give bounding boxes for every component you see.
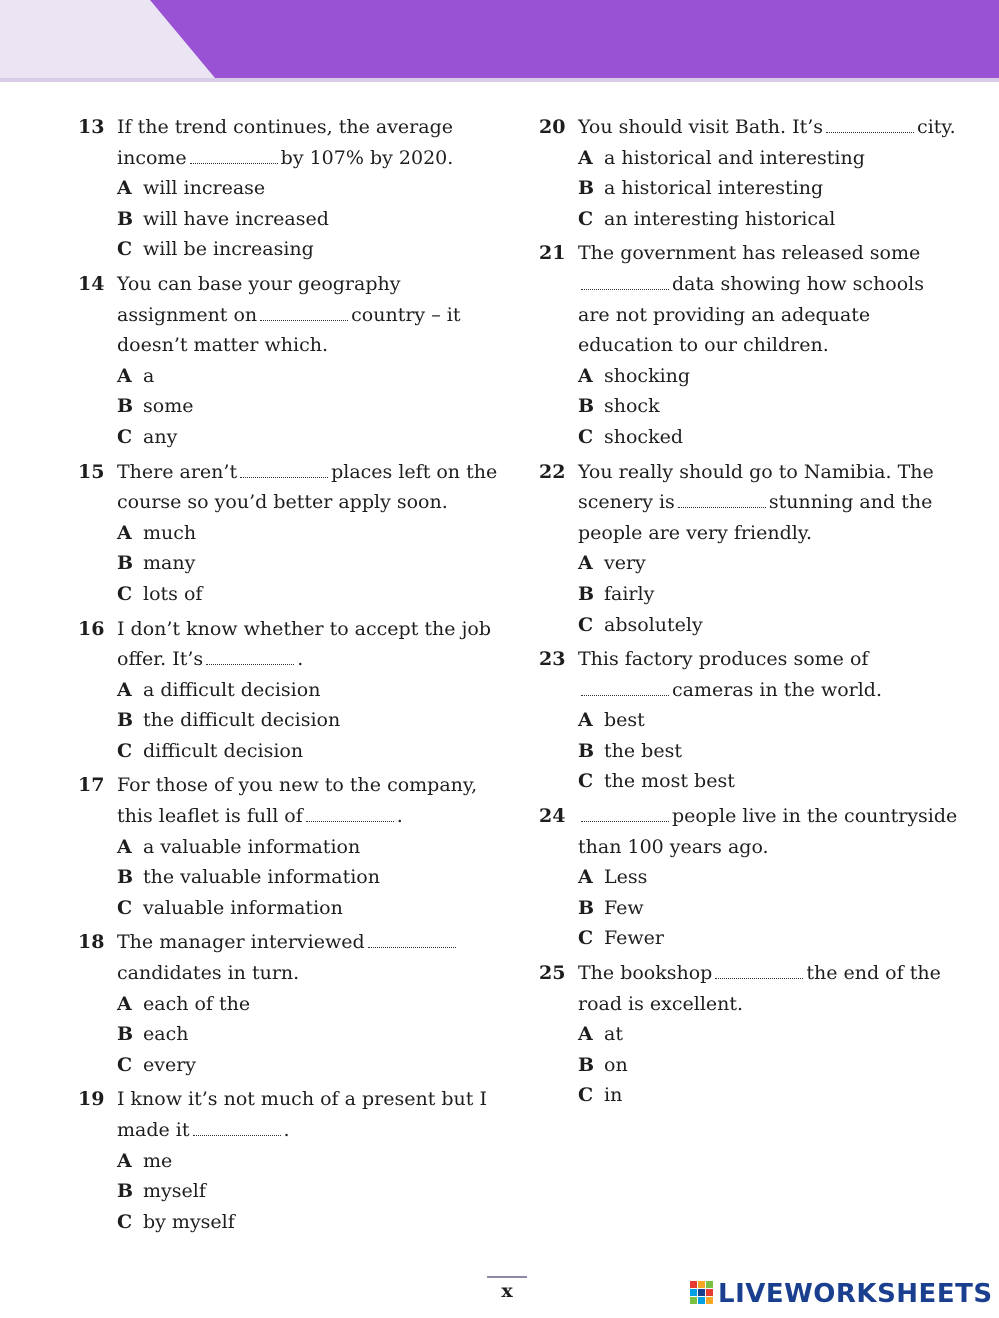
option-text: at: [604, 1023, 623, 1046]
stem-text-before: I know it’s not much of a present but I made it: [117, 1088, 487, 1141]
option-b[interactable]: [578, 579, 959, 610]
stem-text-after: city.: [917, 116, 956, 138]
answer-options: [578, 705, 959, 797]
option-a[interactable]: [117, 173, 498, 204]
stem-text-after: .: [297, 648, 304, 671]
answer-options: [117, 361, 498, 453]
option-letter: A: [578, 866, 593, 889]
stem-text-after: .: [396, 805, 403, 828]
option-a[interactable]: [578, 1019, 959, 1050]
question-stem: [117, 770, 498, 831]
option-letter: B: [117, 1023, 134, 1046]
brand-name: LIVEWORKSHEETS: [718, 1279, 993, 1309]
right-question-column: [539, 112, 959, 1115]
option-text: a difficult decision: [143, 678, 321, 701]
option-letter: A: [117, 521, 132, 544]
question-15: [78, 457, 498, 610]
option-text: much: [143, 521, 197, 544]
answer-blank[interactable]: [193, 1135, 281, 1136]
option-a[interactable]: [117, 989, 498, 1020]
answer-blank[interactable]: [260, 320, 348, 321]
option-text: Few: [604, 896, 644, 919]
answer-blank[interactable]: [715, 978, 803, 979]
question-stem: [578, 238, 959, 360]
stem-text-before: You should visit Bath. It’s: [578, 116, 824, 138]
option-text: a historical interesting: [604, 177, 824, 200]
option-b[interactable]: [578, 893, 959, 924]
stem-text-after: stunning and the people are very friendly.: [578, 491, 933, 544]
option-letter: C: [117, 1053, 133, 1076]
option-text: absolutely: [604, 613, 703, 636]
question-number: 24: [539, 805, 566, 828]
answer-options: [117, 832, 498, 924]
option-text: will have increased: [143, 207, 329, 230]
option-text: in: [604, 1084, 623, 1107]
option-b[interactable]: [117, 391, 498, 422]
answer-blank[interactable]: [581, 821, 669, 822]
option-letter: A: [578, 1023, 593, 1046]
question-stem: [117, 1084, 498, 1145]
question-stem: [578, 644, 959, 705]
option-text: Less: [604, 866, 648, 889]
option-text: Fewer: [604, 927, 664, 950]
stem-text-before: You really should go to Namibia. The scenery is: [578, 460, 934, 514]
answer-options: [117, 518, 498, 610]
question-number: 17: [78, 774, 105, 797]
option-c[interactable]: [578, 923, 959, 954]
option-text: shocked: [604, 425, 683, 448]
header-banner: [0, 0, 999, 90]
option-b[interactable]: [117, 1019, 498, 1050]
question-number: 13: [78, 116, 105, 138]
stem-text-before: This factory produces some of: [578, 648, 869, 671]
question-stem: [578, 958, 959, 1019]
option-c[interactable]: [578, 422, 959, 453]
answer-blank[interactable]: [581, 289, 669, 290]
question-19: [78, 1084, 498, 1237]
option-letter: C: [117, 582, 133, 605]
brand-watermark: [690, 1279, 993, 1309]
option-text: the valuable information: [143, 866, 380, 889]
option-letter: C: [117, 739, 133, 762]
stem-text-after: .: [283, 1119, 290, 1141]
option-text: some: [143, 395, 194, 418]
answer-options: [117, 675, 498, 767]
option-b[interactable]: [117, 204, 498, 235]
option-text: each of the: [143, 992, 251, 1015]
option-a[interactable]: [117, 1146, 498, 1177]
stem-text-after: candidates in turn.: [117, 962, 300, 985]
option-text: me: [143, 1149, 173, 1172]
answer-options: [578, 1019, 959, 1111]
liveworksheets-logo-icon: [690, 1281, 714, 1307]
option-letter: A: [578, 709, 593, 732]
answer-blank[interactable]: [678, 507, 766, 508]
answer-blank[interactable]: [581, 695, 669, 696]
question-17: [78, 770, 498, 923]
question-number: 22: [539, 460, 566, 483]
option-text: very: [604, 552, 646, 575]
stem-text-after: by 107% by 2020.: [280, 146, 454, 169]
question-stem: [578, 112, 959, 143]
question-number: 23: [539, 648, 566, 671]
stem-text-before: I don’t know whether to accept the job offer. It’s: [117, 617, 492, 671]
option-letter: B: [117, 207, 134, 230]
option-letter: C: [117, 238, 133, 261]
question-20: [539, 112, 959, 234]
option-a[interactable]: [578, 361, 959, 392]
option-c[interactable]: [117, 736, 498, 767]
option-text: will increase: [143, 177, 266, 200]
option-letter: A: [117, 1149, 132, 1172]
question-stem: [578, 801, 959, 862]
question-number: 15: [78, 460, 105, 483]
question-stem: [117, 457, 498, 518]
stem-text-after: people live in the countryside than 100 years ago.: [578, 805, 958, 858]
option-text: fairly: [604, 582, 655, 605]
option-text: myself: [143, 1180, 206, 1203]
option-letter: A: [578, 146, 593, 169]
question-stem: [117, 112, 498, 173]
option-text: an interesting historical: [604, 207, 836, 230]
stem-text-after: the end of the road is excellent.: [578, 962, 941, 1015]
banner-graphic: [0, 0, 999, 90]
option-text: on: [604, 1053, 628, 1076]
option-c[interactable]: [117, 579, 498, 610]
stem-text-after: country – it doesn’t matter which.: [117, 303, 461, 357]
option-letter: C: [117, 1210, 133, 1233]
option-text: each: [143, 1023, 189, 1046]
option-b[interactable]: [117, 705, 498, 736]
question-14: [78, 269, 498, 453]
option-text: a historical and interesting: [604, 146, 865, 169]
option-letter: C: [117, 896, 133, 919]
option-b[interactable]: [578, 736, 959, 767]
stem-text-before: The bookshop: [578, 962, 713, 985]
answer-options: [578, 548, 959, 640]
option-b[interactable]: [578, 1050, 959, 1081]
option-a[interactable]: [117, 518, 498, 549]
option-a[interactable]: [578, 143, 959, 174]
option-text: a: [143, 364, 155, 387]
answer-blank[interactable]: [206, 664, 294, 665]
question-23: [539, 644, 959, 797]
question-13: [78, 112, 498, 265]
question-number: 16: [78, 617, 105, 640]
option-a[interactable]: [117, 675, 498, 706]
option-text: valuable information: [143, 896, 343, 919]
option-text: shocking: [604, 364, 691, 387]
option-text: a valuable information: [143, 835, 361, 858]
option-text: every: [143, 1053, 197, 1076]
option-text: best: [604, 709, 645, 732]
answer-blank[interactable]: [368, 947, 456, 948]
option-c[interactable]: [117, 422, 498, 453]
stem-text-before: There aren’t: [117, 460, 238, 483]
option-letter: B: [117, 866, 134, 889]
stem-text-before: The manager interviewed: [117, 931, 365, 954]
option-letter: B: [117, 552, 134, 575]
option-letter: C: [578, 1084, 594, 1107]
answer-options: [578, 361, 959, 453]
option-text: will be increasing: [143, 238, 314, 261]
option-b[interactable]: [578, 173, 959, 204]
option-text: the best: [604, 739, 682, 762]
question-number: 18: [78, 931, 105, 954]
option-a[interactable]: [117, 832, 498, 863]
stem-text-after: places left on the course so you’d better apply soon.: [117, 460, 498, 514]
question-number: 20: [539, 116, 566, 138]
option-c[interactable]: [578, 1080, 959, 1111]
option-text: by myself: [143, 1210, 235, 1233]
option-c[interactable]: [578, 204, 959, 235]
option-a[interactable]: [578, 548, 959, 579]
stem-text-before: You can base your geography assignment on: [117, 272, 401, 326]
option-letter: B: [578, 896, 595, 919]
answer-blank[interactable]: [240, 477, 328, 478]
option-c[interactable]: [117, 893, 498, 924]
question-number: 19: [78, 1088, 105, 1111]
answer-options: [117, 1146, 498, 1238]
option-letter: B: [117, 1180, 134, 1203]
option-letter: C: [578, 613, 594, 636]
option-letter: B: [117, 395, 134, 418]
question-18: [78, 927, 498, 1080]
question-16: [78, 614, 498, 767]
option-b[interactable]: [578, 391, 959, 422]
question-stem: [117, 927, 498, 988]
option-text: lots of: [143, 582, 203, 605]
answer-options: [117, 173, 498, 265]
stem-text-before: The government has released some: [578, 242, 921, 265]
question-stem: [117, 269, 498, 361]
stem-text-before: If the trend continues, the average income: [117, 116, 453, 169]
option-text: the most best: [604, 770, 735, 793]
answer-blank[interactable]: [826, 132, 914, 133]
option-letter: C: [578, 207, 594, 230]
option-letter: B: [578, 177, 595, 200]
option-letter: A: [117, 678, 132, 701]
question-24: [539, 801, 959, 954]
option-b[interactable]: [117, 862, 498, 893]
option-letter: C: [578, 927, 594, 950]
option-letter: A: [117, 835, 132, 858]
question-22: [539, 457, 959, 641]
option-text: any: [143, 425, 178, 448]
option-letter: B: [578, 1053, 595, 1076]
option-letter: A: [578, 364, 593, 387]
option-letter: B: [578, 739, 595, 762]
stem-text-after: cameras in the world.: [672, 678, 883, 701]
option-text: difficult decision: [143, 739, 304, 762]
answer-blank[interactable]: [190, 163, 278, 164]
option-b[interactable]: [117, 548, 498, 579]
option-text: many: [143, 552, 196, 575]
question-number: 25: [539, 962, 566, 985]
option-letter: B: [578, 582, 595, 605]
option-a[interactable]: [578, 705, 959, 736]
left-question-column: [78, 112, 498, 1241]
stem-text-after: data showing how schools are not providing an adequate education to our children.: [578, 272, 925, 357]
option-b[interactable]: [117, 1176, 498, 1207]
option-c[interactable]: [117, 234, 498, 265]
option-c[interactable]: [117, 1207, 498, 1238]
question-stem: [578, 457, 959, 549]
option-letter: A: [117, 364, 132, 387]
option-letter: C: [578, 770, 594, 793]
option-letter: B: [578, 395, 595, 418]
question-number: 14: [78, 272, 105, 295]
page-number: x: [487, 1276, 527, 1302]
answer-options: [578, 862, 959, 954]
option-c[interactable]: [578, 766, 959, 797]
option-letter: A: [578, 552, 593, 575]
question-25: [539, 958, 959, 1111]
option-c[interactable]: [117, 1050, 498, 1081]
option-text: the difficult decision: [143, 709, 341, 732]
answer-blank[interactable]: [306, 821, 394, 822]
question-21: [539, 238, 959, 452]
option-a[interactable]: [117, 361, 498, 392]
option-letter: B: [117, 709, 134, 732]
option-a[interactable]: [578, 862, 959, 893]
option-letter: C: [578, 425, 594, 448]
question-number: 21: [539, 242, 566, 265]
stem-text-before: For those of you new to the company, this leaflet is full of: [117, 774, 478, 828]
option-letter: A: [117, 992, 132, 1015]
question-stem: [117, 614, 498, 675]
option-letter: C: [117, 425, 133, 448]
option-text: shock: [604, 395, 660, 418]
answer-options: [578, 143, 959, 235]
option-letter: A: [117, 177, 132, 200]
answer-options: [117, 989, 498, 1081]
option-c[interactable]: [578, 610, 959, 641]
